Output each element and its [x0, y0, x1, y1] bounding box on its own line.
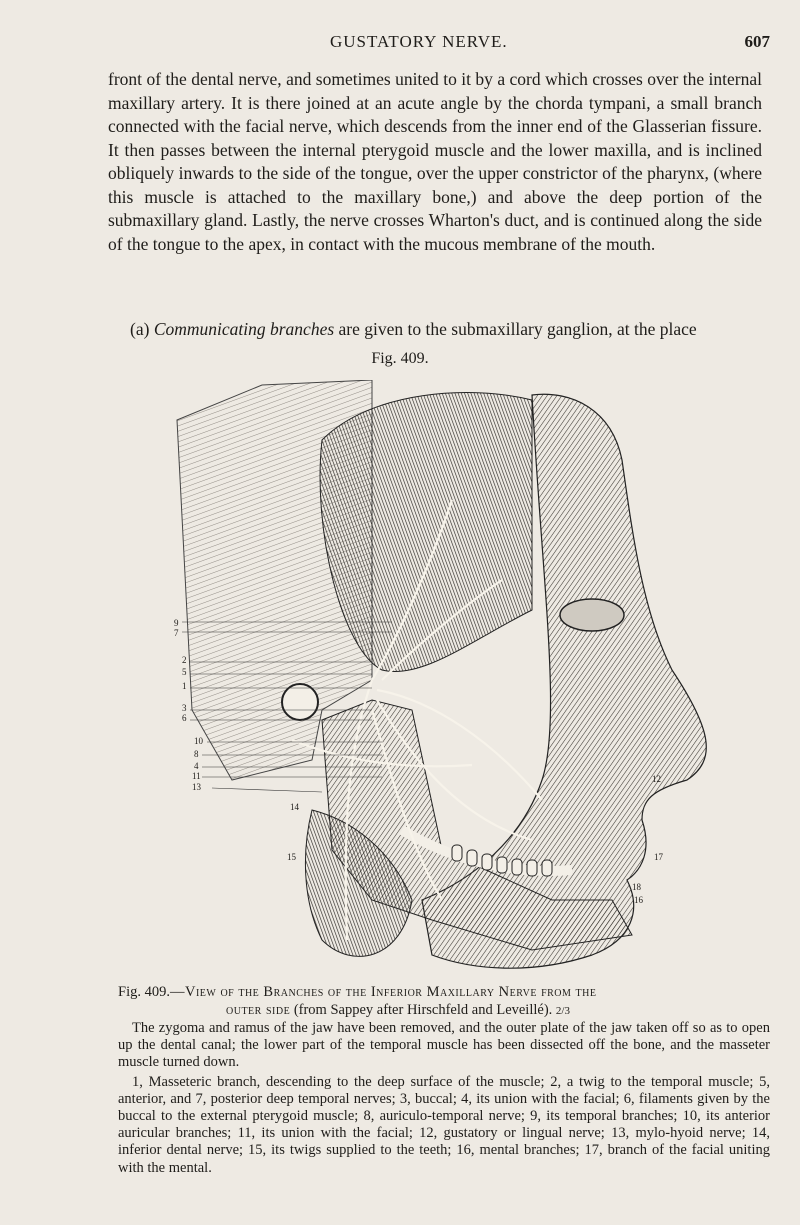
fig-label-16: 16 [634, 895, 643, 905]
fig-label-3: 3 [182, 703, 187, 713]
fig-label-10: 10 [194, 736, 203, 746]
fig-label-17: 17 [654, 852, 663, 862]
caption-scale: 2/3 [555, 1005, 570, 1017]
anatomical-illustration [172, 380, 717, 975]
running-title: GUSTATORY NERVE. [330, 32, 508, 51]
figure-caption [118, 983, 768, 1020]
para-rest: are given to the submaxillary ganglion, at the place [338, 319, 697, 339]
description-para-2: 1, Masseteric branch, descending to the deep surface of the muscle; 2, a twig to the temporal muscle; 5, anterior, and 7, posterior deep temporal nerves; 3, buccal; 4, its union with the facial; 6, filaments given by the buccal to the external pterygoid muscle; 8, auriculo-temporal nerve; 9, its temporal branches; 10, its anterior auricular branches; 11, its union with the facial; 12, gustatory or lingual nerve; 13, mylo-hyoid nerve; 14, inferior dental nerve; 15, its twigs supplied to the teeth; 16, mental branches; 17, branch of the facial uniting with the mental. [118, 1073, 770, 1176]
fig-label-13: 13 [192, 782, 201, 792]
figure-description [118, 1020, 770, 1177]
eye [560, 599, 624, 631]
communicating-branches-paragraph [108, 318, 762, 341]
fig-label-7: 7 [174, 628, 179, 638]
caption-fig-ref: Fig. 409. [118, 984, 170, 1000]
caption-outer-side: outer side [226, 1002, 291, 1018]
fig-label-11: 11 [192, 771, 201, 781]
figure-label: Fig. 409. [371, 350, 429, 367]
caption-source: (from Sappey after Hirschfeld and Leveillé). [293, 1002, 553, 1018]
fig-label-14: 14 [290, 802, 299, 812]
head-dissection-engraving [172, 380, 717, 975]
para-italic-term: Communicating branches [153, 319, 335, 339]
fig-label-4: 4 [194, 761, 199, 771]
description-para-1: The zygoma and ramus of the jaw have been removed, and the outer plate of the jaw taken off so as to open up the dental canal; the lower part of the temporal muscle has been dissected off the bone, and the masseter muscle turned down. [118, 1020, 770, 1071]
caption-line1: —View of the Branches of the Inferior Maxillary Nerve from the [169, 984, 597, 1000]
page-number: 607 [744, 32, 770, 51]
body-paragraph: front of the dental nerve, and sometimes united to it by a cord which crosses over the internal maxillary artery. It is there joined at an acute angle by the chorda tympani, a small branch connected with the facial nerve, which descends from the inner end of the Glasserian fissure. It then passes between the internal pterygoid muscle and the lower maxilla, and is inclined obliquely inwards to the side of the tongue, over the upper constrictor of the pharynx, (where this muscle is attached to the maxillary bone,) and above the deep portion of the submaxillary gland. Lastly, the nerve crosses Wharton's duct, and is continued along the side of the tongue to the apex, in contact with the mucous membrane of the mouth. [108, 69, 762, 254]
fig-label-2: 2 [182, 655, 187, 665]
temporal-muscle [320, 393, 532, 672]
fig-label-6: 6 [182, 713, 187, 723]
fig-label-8: 8 [194, 749, 199, 759]
fig-label-1: 1 [182, 681, 187, 691]
fig-label-15: 15 [287, 852, 296, 862]
fig-label-9: 9 [174, 618, 179, 628]
fig-label-12: 12 [652, 774, 661, 784]
para-marker: (a) [130, 319, 150, 339]
fig-label-18: 18 [632, 882, 641, 892]
ear-canal [282, 684, 318, 720]
fig-label-5: 5 [182, 667, 187, 677]
